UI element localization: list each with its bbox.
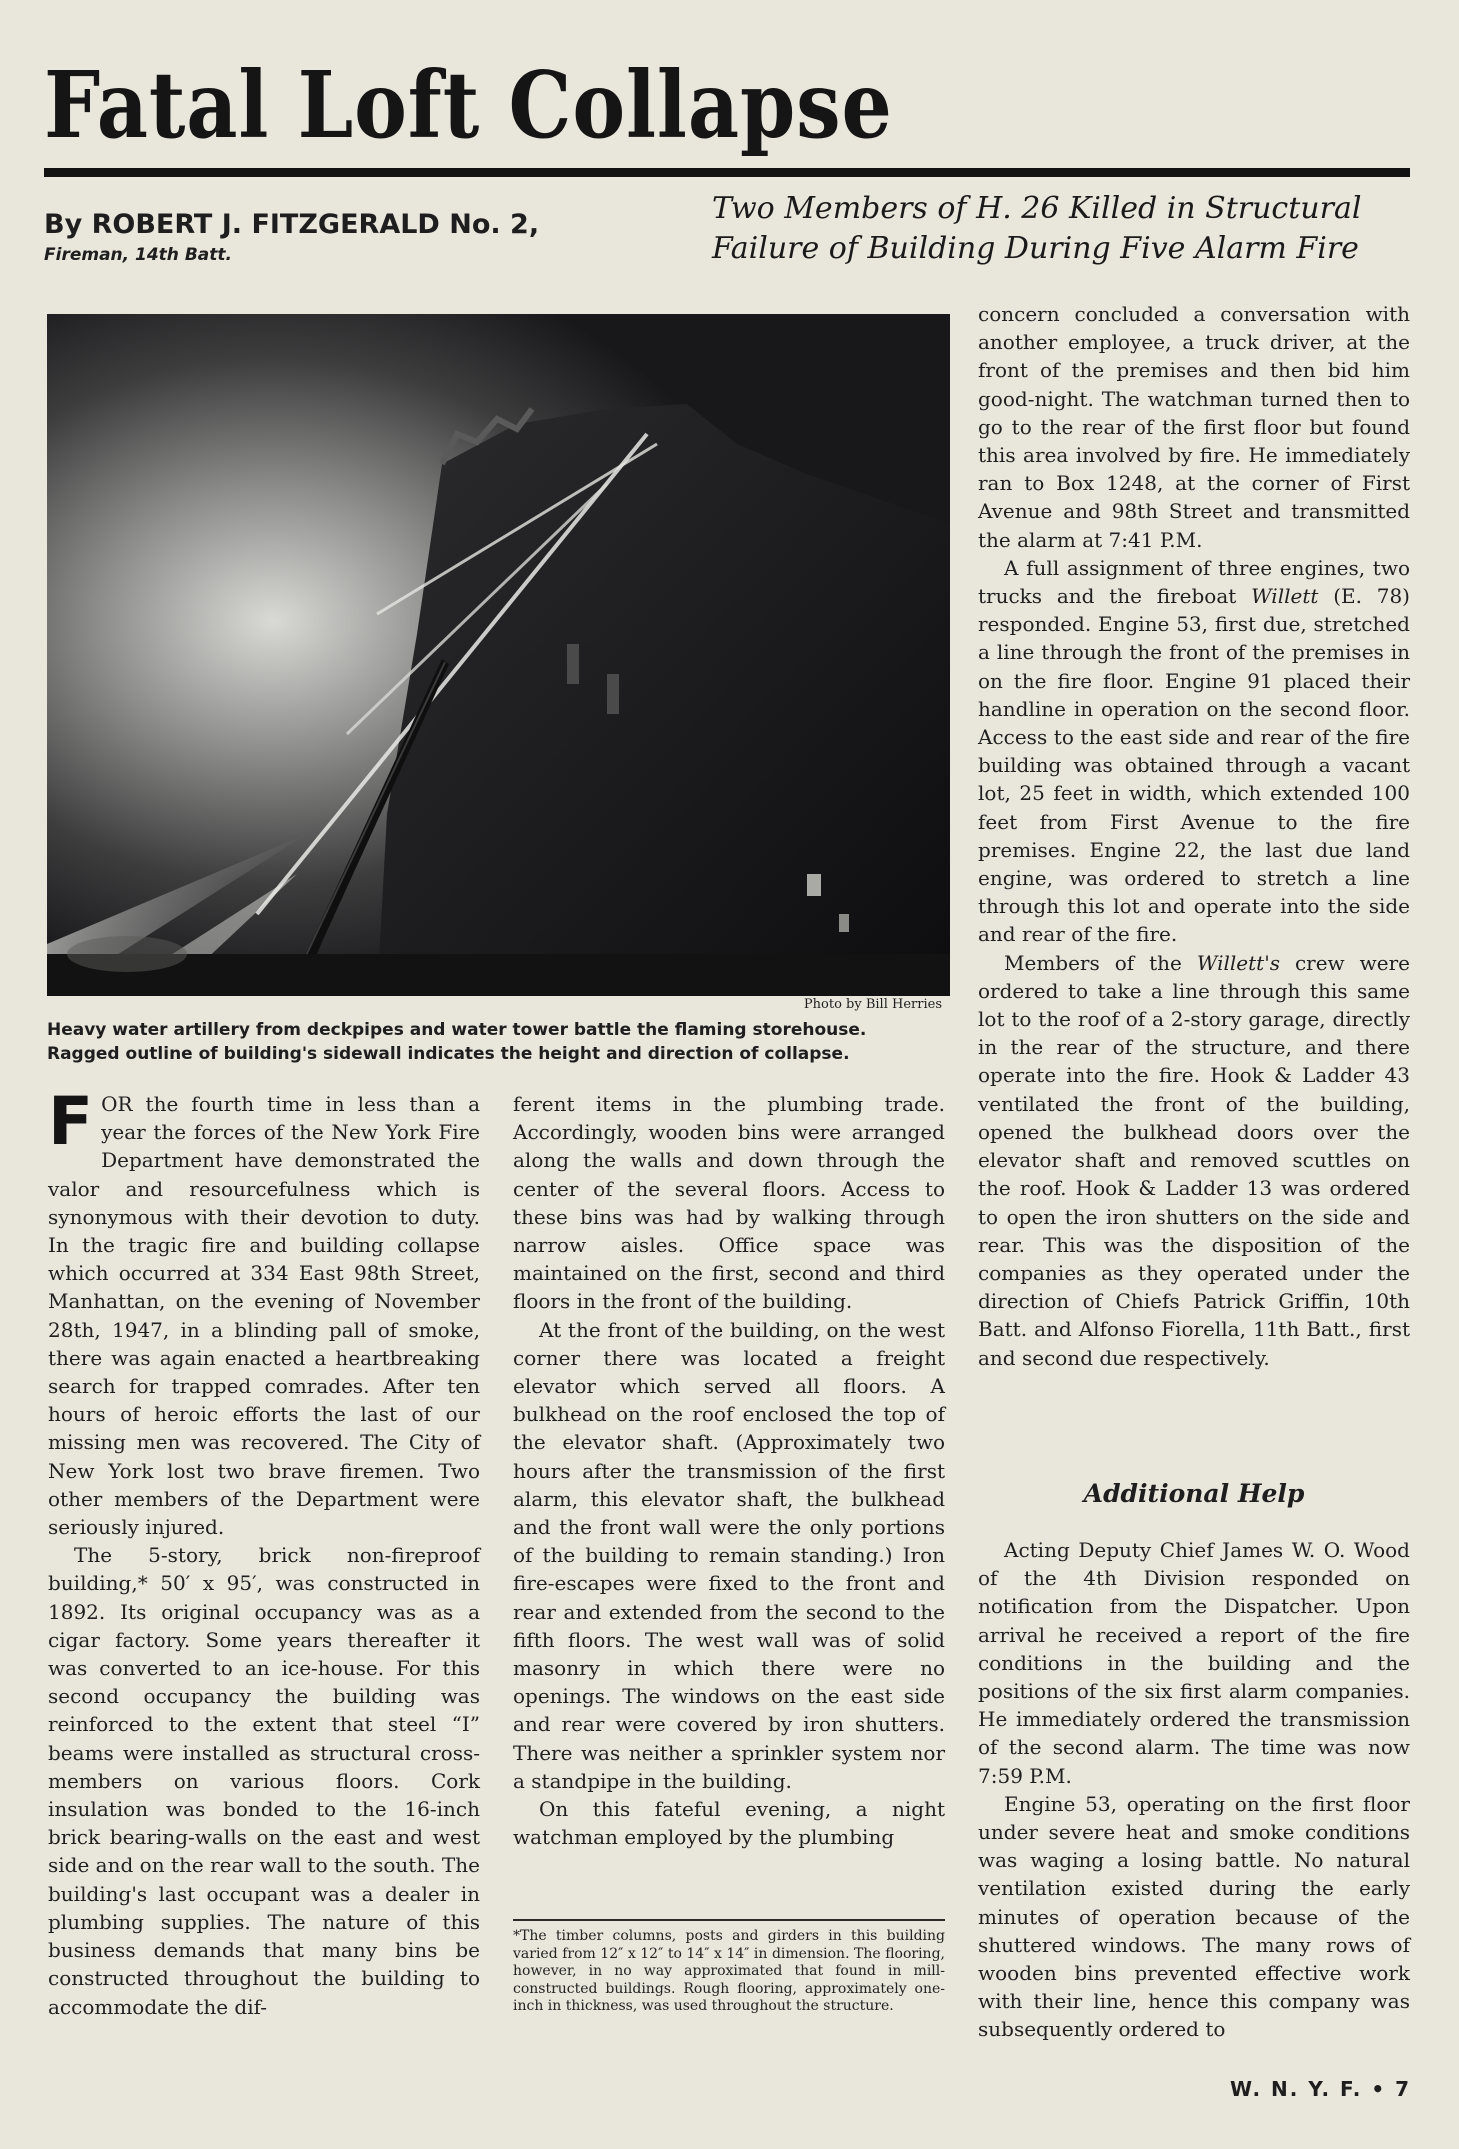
article-subhead	[712, 189, 1412, 269]
page-folio: W. N. Y. F. • 7	[1230, 2077, 1411, 2101]
fireboat-name: Willett	[1251, 584, 1319, 609]
paragraph-text: A full assignment of three engines, two trucks and the fireboat	[978, 555, 1410, 609]
drop-cap: F	[48, 1083, 94, 1160]
headline-rule	[44, 168, 1410, 177]
byline-rank: Fireman, 14th Batt.	[44, 245, 232, 265]
body-column-3-continued	[978, 1536, 1410, 2044]
photo-credit: Photo by Bill Herries	[803, 997, 942, 1012]
paragraph: ferent items in the plumbing trade. Accordingly, wooden bins were arranged along the walls and down through the center of the several floors. Access to these bins was had by walking through narrow aisles. Office space was maintained on the first, second and third floors in the front of the building.	[513, 1092, 945, 1314]
body-column-3	[978, 300, 1410, 1372]
body-column-2	[513, 1090, 945, 1851]
paragraph	[978, 554, 1410, 949]
paragraph-text: (E. 78) responded. Engine 53, first due, stretched a line through the front of the premises in on the fire floor. Engine 91 placed their handline in operation on the second floor. Access to the east side and rear of the fire building was obtained through a vacant lot, 25 feet in width, which extended 100 feet from First Avenue to the fire premises. Engine 22, the last due land engine, was ordered to stretch a line through this lot and operate into the side and rear of the fire.	[978, 584, 1410, 947]
footnote-rule	[513, 1919, 945, 1921]
paragraph: Acting Deputy Chief James W. O. Wood of the 4th Division responded on notification from the Dispatcher. Upon arrival he received a report of the fire conditions in the building and the positions of the six first alarm companies. He immediately ordered the transmission of the second alarm. The time was now 7:59 P.M.	[978, 1538, 1410, 1788]
subhead-line-2: Failure of Building During Five Alarm Fire	[712, 231, 1359, 266]
paragraph: Engine 53, operating on the first floor under severe heat and smoke conditions was waging a losing battle. No natural ventilation existed during the early minutes of operation because of the shuttered windows. The many rows of wooden bins prevented effective work with their line, hence this company was subsequently ordered to	[978, 1791, 1410, 2042]
section-heading: Additional Help	[1083, 1479, 1305, 1508]
paragraph-text: OR the fourth time in less than a year the forces of the New York Fire Department have demonstrated the valor and resourcefulness which is synonymous with their devotion to duty. In the tragic fire and building collapse which occurred at 334 East 98th Street, Manhattan, on the evening of November 28th, 1947, in a blinding pall of smoke, there was again enacted a heartbreaking search for trapped comrades. After ten hours of heroic efforts the last of our missing men was recovered. The City of New York lost two brave firemen. Two other members of the Department were seriously injured.	[48, 1092, 480, 1540]
fireboat-name: Willett's	[1196, 950, 1280, 975]
footnote: *The timber columns, posts and girders in this building varied from 12″ x 12″ to 14″ x 14″ in dimension. The flooring, however, in no way approximated that found in mill-constructed buildings. Rough flooring, approximately one-inch in thickness, was used throughout the structure.	[513, 1928, 945, 2014]
paragraph: At the front of the building, on the west corner there was located a freight elevator which served all floors. A bulkhead on the roof enclosed the top of the elevator shaft. (Approximately two hours after the transmission of the first alarm, this elevator shaft, the bulkhead and the front wall were the only portions of the building to remain standing.) Iron fire-escapes were fixed to the front and rear and extended from the second to the fifth floors. The west wall was of solid masonry in which there were no openings. The windows on the east side and rear were covered by iron shutters. There was neither a sprinkler system nor a standpipe in the building.	[513, 1317, 945, 1793]
caption-line-2: Ragged outline of building's sidewall indicates the height and direction of collapse.	[47, 1044, 850, 1064]
fire-photo	[47, 314, 950, 996]
paragraph-text: crew were ordered to take a line through this same lot to the roof of a 2-story garage, directly in the rear of the structure, and there operate into the fire. Hook & Ladder 43 ventilated the front of the building, opened the bulkhead doors over the elevator shaft and removed scuttles on the roof. Hook & Ladder 13 was ordered to open the iron shutters on the side and rear. This was the disposition of the companies as they operated under the direction of Chiefs Patrick Griffin, 10th Batt. and Alfonso Fiorella, 11th Batt., first and second due respectively.	[978, 950, 1410, 1370]
paragraph: concern concluded a conversation with another employee, a truck driver, at the front of the premises and then bid him good-night. The watchman turned then to go to the rear of the first floor but found this area involved by fire. He immediately ran to Box 1248, at the corner of First Avenue and 98th Street and transmitted the alarm at 7:41 P.M.	[978, 302, 1410, 552]
byline	[44, 208, 539, 266]
byline-author: By ROBERT J. FITZGERALD No. 2,	[44, 209, 540, 240]
body-column-1	[48, 1083, 480, 2021]
paragraph	[48, 1083, 480, 1541]
paragraph-text: Members of the	[1004, 950, 1197, 975]
subhead-line-1: Two Members of H. 26 Killed in Structural	[712, 191, 1362, 226]
paragraph: The 5-story, brick non-fireproof building,* 50′ x 95′, was constructed in 1892. Its original occupancy was as a cigar factory. Some years thereafter it was converted to an ice-house. For this second occupancy the building was reinforced to the extent that steel “I” beams were installed as structural cross-members on various floors. Cork insulation was bonded to the 16-inch brick bearing-walls on the east and west side and on the rear wall to the south. The building's last occupant was a dealer in plumbing supplies. The nature of this business demands that many bins be constructed throughout the building to accommodate the dif-	[48, 1543, 480, 2019]
paragraph	[978, 949, 1410, 1372]
caption-line-1: Heavy water artillery from deckpipes and water tower battle the flaming storehouse.	[47, 1020, 867, 1040]
article-headline: Fatal Loft Collapse	[44, 51, 893, 159]
paragraph: On this fateful evening, a night watchman employed by the plumbing	[513, 1797, 945, 1850]
photo-caption	[47, 1018, 982, 1066]
